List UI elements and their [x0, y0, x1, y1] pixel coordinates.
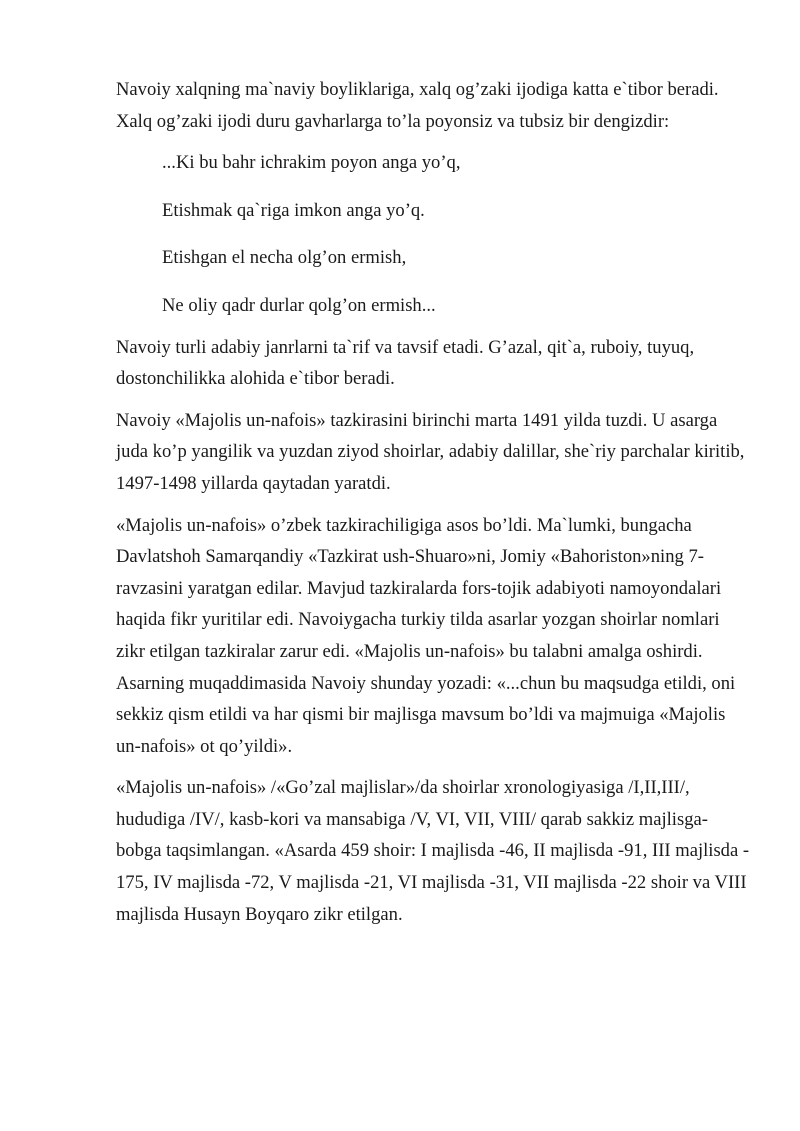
- verse-line-2: Etishmak qa`riga imkon anga yo’q.: [162, 199, 425, 221]
- paragraph-genres: Navoiy turli adabiy janrlarni ta`rif va tavsif etadi. G’azal, qit`a, ruboiy, tuyuq, dostonchilikka alohida e`tibor beradi.: [116, 336, 695, 390]
- paragraph-majolis-basis: «Majolis un-nafois» o’zbek tazkirachiligiga asos bo’ldi. Ma`lumki, bungacha Davlatshoh Samarqandiy «Tazkirat ush-Shuaro»ni, Jomiy «Bahoriston»ning 7-ravzasini yaratgan edilar. Mavjud tazkiralarda fors-tojik adabiyoti namoyondalari haqida fikr yuritilar edi. Navoiygacha turkiy tilda asarlar yozgan shoirlar nomlari zikr etilgan tazkiralar zarur edi. «Majolis un-nafois» bu talabni amalga oshirdi. Asarning muqaddimasida Navoiy shunday yozadi: «...chun bu maqsudga etildi, oni sekkiz qism etildi va har qismi bir majlisga mavsum bo’ldi va majmuiga «Majolis un-nafois» ot qo’yildi».: [116, 514, 736, 757]
- verse-line-4: Ne oliy qadr durlar qolg’on ermish...: [162, 294, 436, 316]
- paragraph-majolis-structure: «Majolis un-nafois» /«Go’zal majlislar»/da shoirlar xronologiyasiga /I,II,III/, hududiga /IV/, kasb-kori va mansabiga /V, VI, VII, VIII/ qarab sakkiz majlisga-bobga taqsimlangan. «Asarda 459 shoir: I majlisda -46, II majlisda -91, III majlisda - 175, IV majlisda -72, V majlisda -21, VI majlisda -31, VII majlisda -22 shoir va VIII majlisda Husayn Boyqaro zikr etilgan.: [116, 777, 750, 925]
- verse-line-3: Etishgan el necha olg’on ermish,: [162, 247, 407, 269]
- verse-line-1: ...Ki bu bahr ichrakim poyon anga yo’q,: [162, 152, 461, 174]
- paragraph-intro: Navoiy xalqning ma`naviy boyliklariga, xalq og’zaki ijodiga katta e`tibor beradi. Xalq og’zaki ijodi duru gavharlarga to’la poyonsiz va tubsiz bir dengizdir:: [116, 79, 719, 132]
- paragraph-majolis-first: Navoiy «Majolis un-nafois» tazkirasini birinchi marta 1491 yilda tuzdi. U asarga juda ko’p yangilik va yuzdan ziyod shoirlar, adabiy dalillar, she`riy parchalar kiritib, 1497-1498 yillarda qaytadan yaratdi.: [116, 409, 745, 494]
- page-body: [116, 74, 752, 940]
